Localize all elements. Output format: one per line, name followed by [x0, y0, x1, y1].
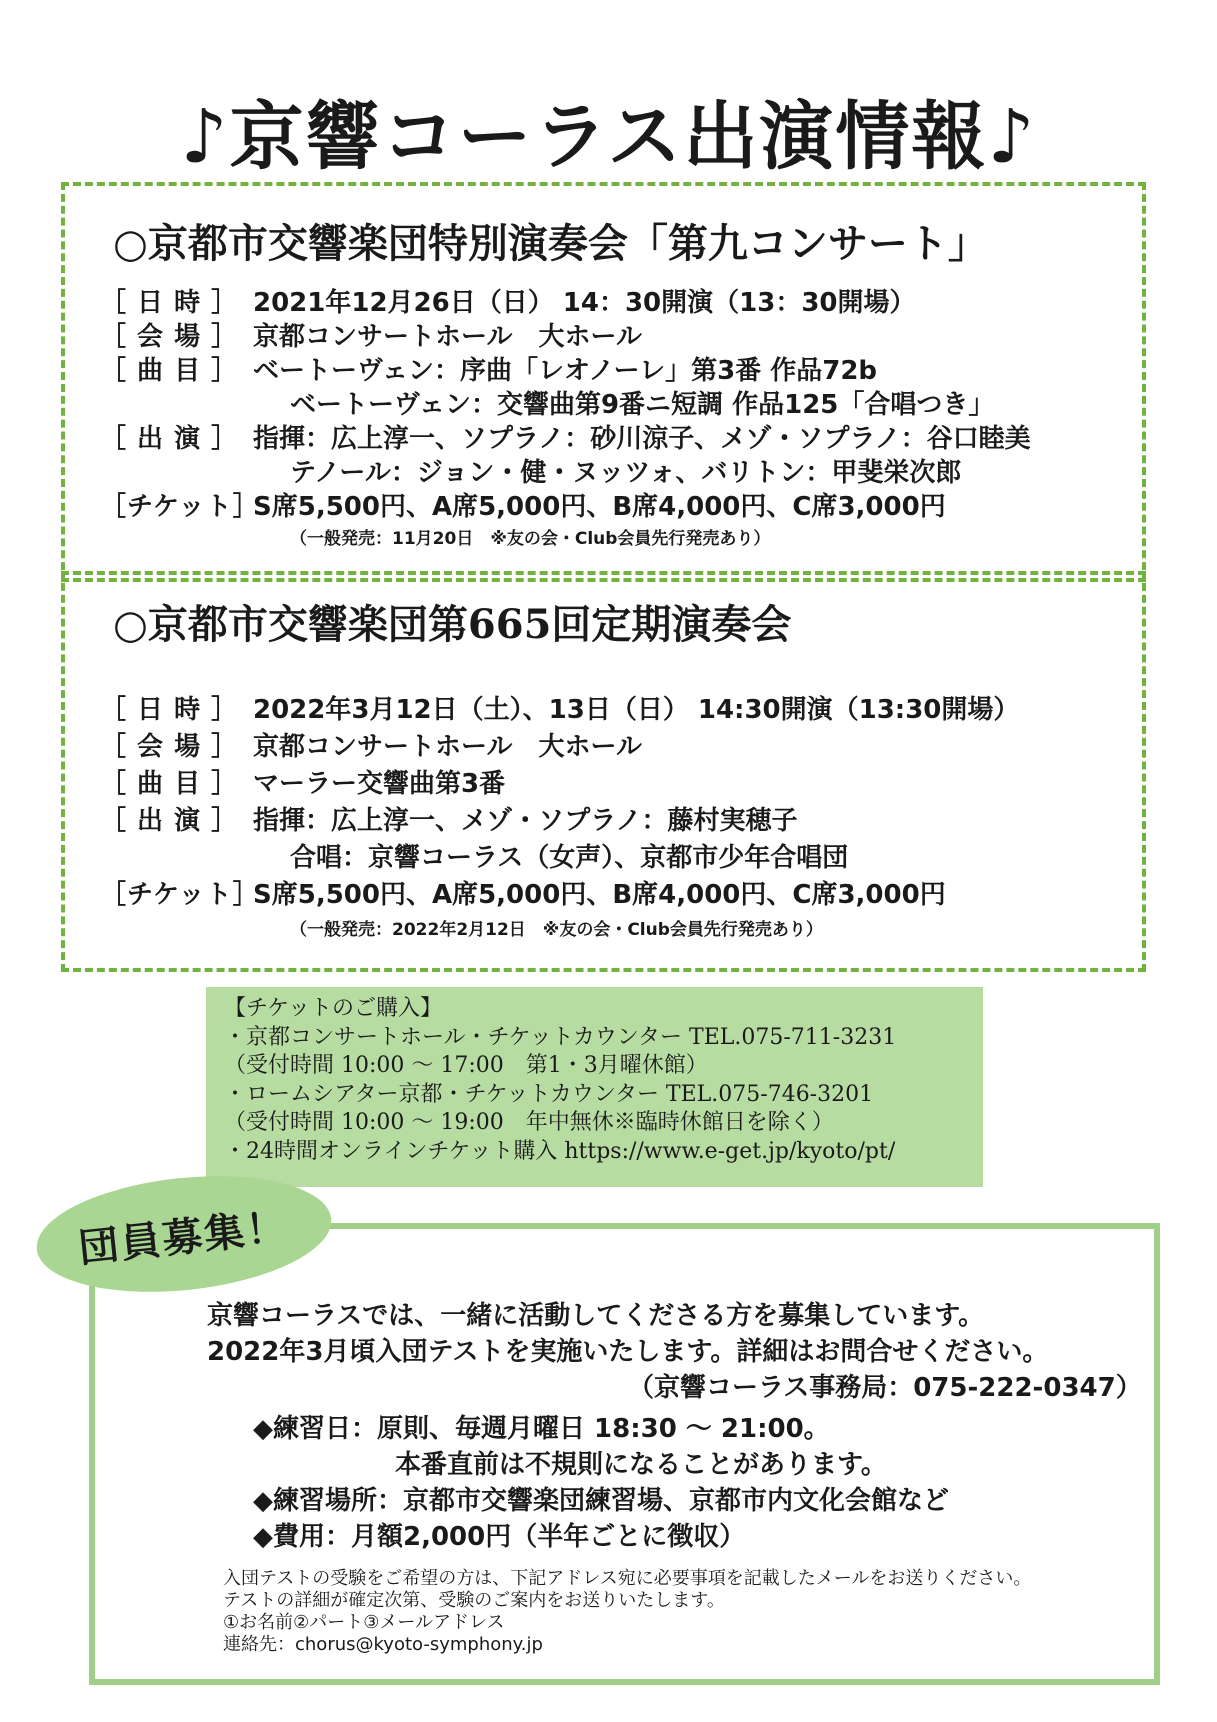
concert-1-row-venue [100, 316, 642, 353]
ticket-line-rohm-theatre: ・ロームシアター京都・チケットカウンター TEL.075-746-3201 [224, 1081, 874, 1107]
row-value: S席5,500円、A席5,000円、B席4,000円、C席3,000円 [253, 880, 946, 910]
concert-2-row-program [100, 763, 505, 800]
row-value: 指揮：広上淳一、メゾ・ソプラノ：藤村実穂子 [253, 806, 798, 836]
recruit-intro-1: 京響コーラスでは、一緒に活動してくださる方を募集しています。 [207, 1301, 985, 1331]
row-label: ［ 日 時 ］ [100, 288, 239, 318]
row-value: 京都コンサートホール 大ホール [253, 732, 642, 762]
page-title: ♪京響コーラス出演情報♪ [180, 94, 1037, 180]
row-label: ［ 曲 目 ］ [100, 356, 239, 386]
concert-2-box [61, 571, 1146, 972]
recruit-badge-text: 団員募集！ [76, 1203, 291, 1272]
recruit-contact-email: 連絡先：chorus@kyoto-symphony.jp [223, 1634, 543, 1655]
concert-1-row-tickets [100, 486, 946, 523]
row-value: 2021年12月26日（日） 14：30開演（13：30開場） [253, 288, 916, 318]
row-label: ［ 曲 目 ］ [100, 769, 239, 799]
ticket-line-online: ・24時間オンラインチケット購入 https://www.e-get.jp/kyoto/pt/ [224, 1138, 896, 1164]
row-value: 京都コンサートホール 大ホール [253, 322, 642, 352]
recruit-fine-3: ①お名前②パート③メールアドレス [223, 1612, 505, 1633]
recruit-office-contact: （京響コーラス事務局：075-222-0347） [628, 1373, 1142, 1403]
row-label: ［チケット］ [100, 492, 260, 522]
row-label: ［ 出 演 ］ [100, 806, 239, 836]
concert-2-row-venue [100, 726, 642, 763]
recruit-intro-2: 2022年3月頃入団テストを実施いたします。詳細はお問合せください。 [207, 1337, 1049, 1367]
recruit-fine-1: 入団テストの受験をご希望の方は、下記アドレス宛に必要事項を記載したメールをお送りください。 [223, 1568, 1032, 1589]
ticket-line-hours-1: （受付時間 10:00 ～ 17:00 第1・3月曜休館） [224, 1053, 708, 1078]
row-label: ［ 日 時 ］ [100, 695, 239, 725]
ticket-heading: 【チケットのご購入】 [224, 996, 443, 1021]
recruit-fee: ◆費用：月額2,000円（半年ごとに徴収） [253, 1522, 746, 1552]
concert-2-row-tickets [100, 874, 946, 911]
concert-2-row-performers-cont: 合唱：京響コーラス（女声）、京都市少年合唱団 [290, 843, 849, 873]
row-value: ベートーヴェン：序曲「レオノーレ」第3番 作品72b [253, 356, 878, 386]
concert-1-row-performers [100, 418, 1031, 455]
ticket-line-hours-2: （受付時間 10:00 ～ 19:00 年中無休※臨時休館日を除く） [224, 1110, 834, 1135]
ticket-purchase-box [206, 987, 983, 1187]
row-label: ［ 出 演 ］ [100, 424, 239, 454]
row-value: S席5,500円、A席5,000円、B席4,000円、C席3,000円 [253, 492, 946, 522]
concert-1-row-datetime [100, 282, 916, 319]
row-value: 2022年3月12日（土）、13日（日） 14:30開演（13:30開場） [253, 695, 1020, 725]
recruit-practice-day-note: 本番直前は不規則になることがあります。 [395, 1450, 887, 1480]
concert-1-note: （一般発売：11月20日 ※友の会・Club会員先行発売あり） [290, 529, 771, 549]
row-label: ［ 会 場 ］ [100, 732, 239, 762]
ticket-line-kyoto-concert-hall: ・京都コンサートホール・チケットカウンター TEL.075-711-3231 [224, 1024, 897, 1050]
row-value: マーラー交響曲第3番 [253, 769, 506, 799]
concert-2-row-datetime [100, 689, 1019, 726]
concert-1-box [61, 182, 1146, 582]
recruit-practice-day: ◆練習日：原則、毎週月曜日 18:30 ～ 21:00。 [253, 1414, 830, 1444]
row-label: ［チケット］ [100, 880, 260, 910]
concert-2-note: （一般発売：2022年2月12日 ※友の会・Club会員先行発売あり） [290, 920, 823, 940]
concert-1-title: ○京都市交響楽団特別演奏会「第九コンサート」 [113, 220, 988, 267]
concert-1-row-program [100, 350, 877, 387]
recruit-fine-2: テストの詳細が確定次第、受験のご案内をお送りいたします。 [223, 1590, 725, 1611]
concert-1-row-performers-cont: テノール：ジョン・健・ヌッツォ、バリトン：甲斐栄次郎 [290, 458, 962, 488]
row-value: 指揮：広上淳一、ソプラノ：砂川涼子、メゾ・ソプラノ：谷口睦美 [253, 424, 1031, 454]
recruit-practice-place: ◆練習場所：京都市交響楽団練習場、京都市内文化会館など [253, 1486, 949, 1516]
concert-2-title: ○京都市交響楽団第665回定期演奏会 [113, 601, 792, 648]
row-label: ［ 会 場 ］ [100, 322, 239, 352]
concert-1-row-program-cont: ベートーヴェン：交響曲第9番ニ短調 作品125「合唱つき」 [290, 390, 995, 420]
concert-2-row-performers [100, 800, 797, 837]
